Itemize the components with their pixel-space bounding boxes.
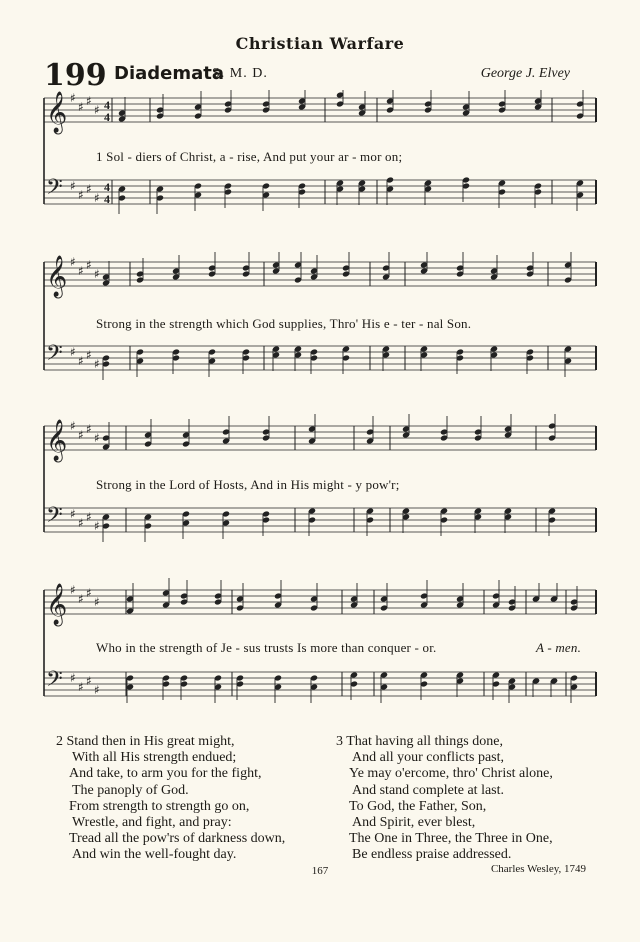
page-number: 167: [311, 865, 329, 877]
sharp-icon: ♯: [78, 592, 84, 606]
sharp-icon: ♯: [94, 267, 100, 281]
verse-line: From strength to strength go on,: [69, 798, 250, 814]
sharp-icon: ♯: [94, 595, 100, 609]
sharp-icon: ♯: [78, 516, 84, 530]
lyric-line-4: Who in the strength of Je - sus trusts Is more than conquer - or.: [96, 640, 437, 655]
sharp-icon: ♯: [70, 671, 76, 685]
sharp-icon: ♯: [78, 100, 84, 114]
sharp-icon: ♯: [78, 428, 84, 442]
sharp-icon: ♯: [86, 258, 92, 272]
bass-clef-icon: 𝄢: [46, 341, 63, 371]
sharp-icon: ♯: [94, 519, 100, 533]
verse-line: Be endless praise addressed.: [352, 847, 512, 863]
sharp-icon: ♯: [70, 583, 76, 597]
lyric-line-1: 1 Sol - diers of Christ, a - rise, And put your ar - mor on;: [96, 149, 403, 164]
sharp-icon: ♯: [86, 182, 92, 196]
verse-line: 3 That having all things done,: [336, 734, 503, 749]
music-system-2: [40, 252, 600, 382]
sharp-icon: ♯: [86, 94, 92, 108]
treble-clef-icon: 𝄞: [46, 584, 68, 625]
amen-lyric: A - men.: [536, 640, 582, 655]
sharp-icon: ♯: [86, 348, 92, 362]
sharp-icon: ♯: [94, 103, 100, 117]
sharp-icon: ♯: [86, 422, 92, 436]
verse-line: The One in Three, the Three in One,: [349, 831, 553, 847]
verse-line: And take, to arm you for the fight,: [69, 766, 262, 782]
music-system-3: [40, 414, 600, 549]
sharp-icon: ♯: [94, 357, 100, 371]
sharp-icon: ♯: [70, 345, 76, 359]
sharp-icon: ♯: [94, 431, 100, 445]
verse-2: [56, 734, 285, 864]
bass-clef-icon: 𝄢: [46, 503, 63, 533]
sharp-icon: ♯: [94, 683, 100, 697]
sharp-icon: ♯: [86, 586, 92, 600]
sharp-icon: ♯: [70, 255, 76, 269]
bass-clef-icon: 𝄢: [46, 667, 63, 697]
sharp-icon: ♯: [70, 91, 76, 105]
sharp-icon: ♯: [78, 680, 84, 694]
hymn-number: 199: [44, 58, 107, 93]
meter: S. M. D.: [212, 66, 268, 81]
lyric-line-3: Strong in the Lord of Hosts, And in His might - y pow'r;: [96, 477, 400, 492]
section-title: Christian Warfare: [235, 34, 405, 53]
verse-line: Tread all the pow'rs of darkness down,: [69, 831, 286, 847]
sharp-icon: ♯: [70, 507, 76, 521]
verse-line: Wrestle, and fight, and pray:: [72, 815, 232, 831]
sharp-icon: ♯: [86, 674, 92, 688]
verse-line: And all your conflicts past,: [352, 750, 505, 766]
time-signature: 4: [104, 98, 110, 112]
composer: George J. Elvey: [480, 66, 570, 81]
sharp-icon: ♯: [78, 354, 84, 368]
sharp-icon: ♯: [70, 179, 76, 193]
music-system-4: [40, 578, 600, 713]
sharp-icon: ♯: [86, 510, 92, 524]
verse-line: And win the well-fought day.: [72, 847, 237, 863]
tune-name: Diademata: [114, 63, 225, 84]
sharp-icon: ♯: [70, 419, 76, 433]
time-signature: 4: [104, 110, 110, 124]
bass-clef-icon: 𝄢: [46, 175, 63, 205]
music-system-1: [40, 90, 600, 220]
time-signature: 4: [104, 180, 110, 194]
verse-3: [336, 734, 553, 864]
sharp-icon: ♯: [78, 188, 84, 202]
verse-line: And stand complete at last.: [352, 782, 505, 798]
time-signature: 4: [104, 192, 110, 206]
treble-clef-icon: 𝄞: [46, 92, 68, 133]
verse-line: And Spirit, ever blest,: [352, 815, 476, 831]
verse-line: The panoply of God.: [72, 782, 189, 798]
treble-clef-icon: 𝄞: [46, 256, 68, 297]
lyric-line-2: Strong in the strength which God supplies, Thro' His e - ter - nal Son.: [96, 316, 472, 331]
verse-line: Ye may o'ercome, thro' Christ alone,: [349, 766, 553, 782]
verse-line: With all His strength endued;: [72, 750, 237, 766]
verse-line: To God, the Father, Son,: [349, 798, 487, 814]
sharp-icon: ♯: [78, 264, 84, 278]
treble-clef-icon: 𝄞: [46, 420, 68, 461]
sharp-icon: ♯: [94, 191, 100, 205]
hymn-author: Charles Wesley, 1749: [490, 863, 586, 875]
verse-line: 2 Stand then in His great might,: [56, 734, 235, 749]
